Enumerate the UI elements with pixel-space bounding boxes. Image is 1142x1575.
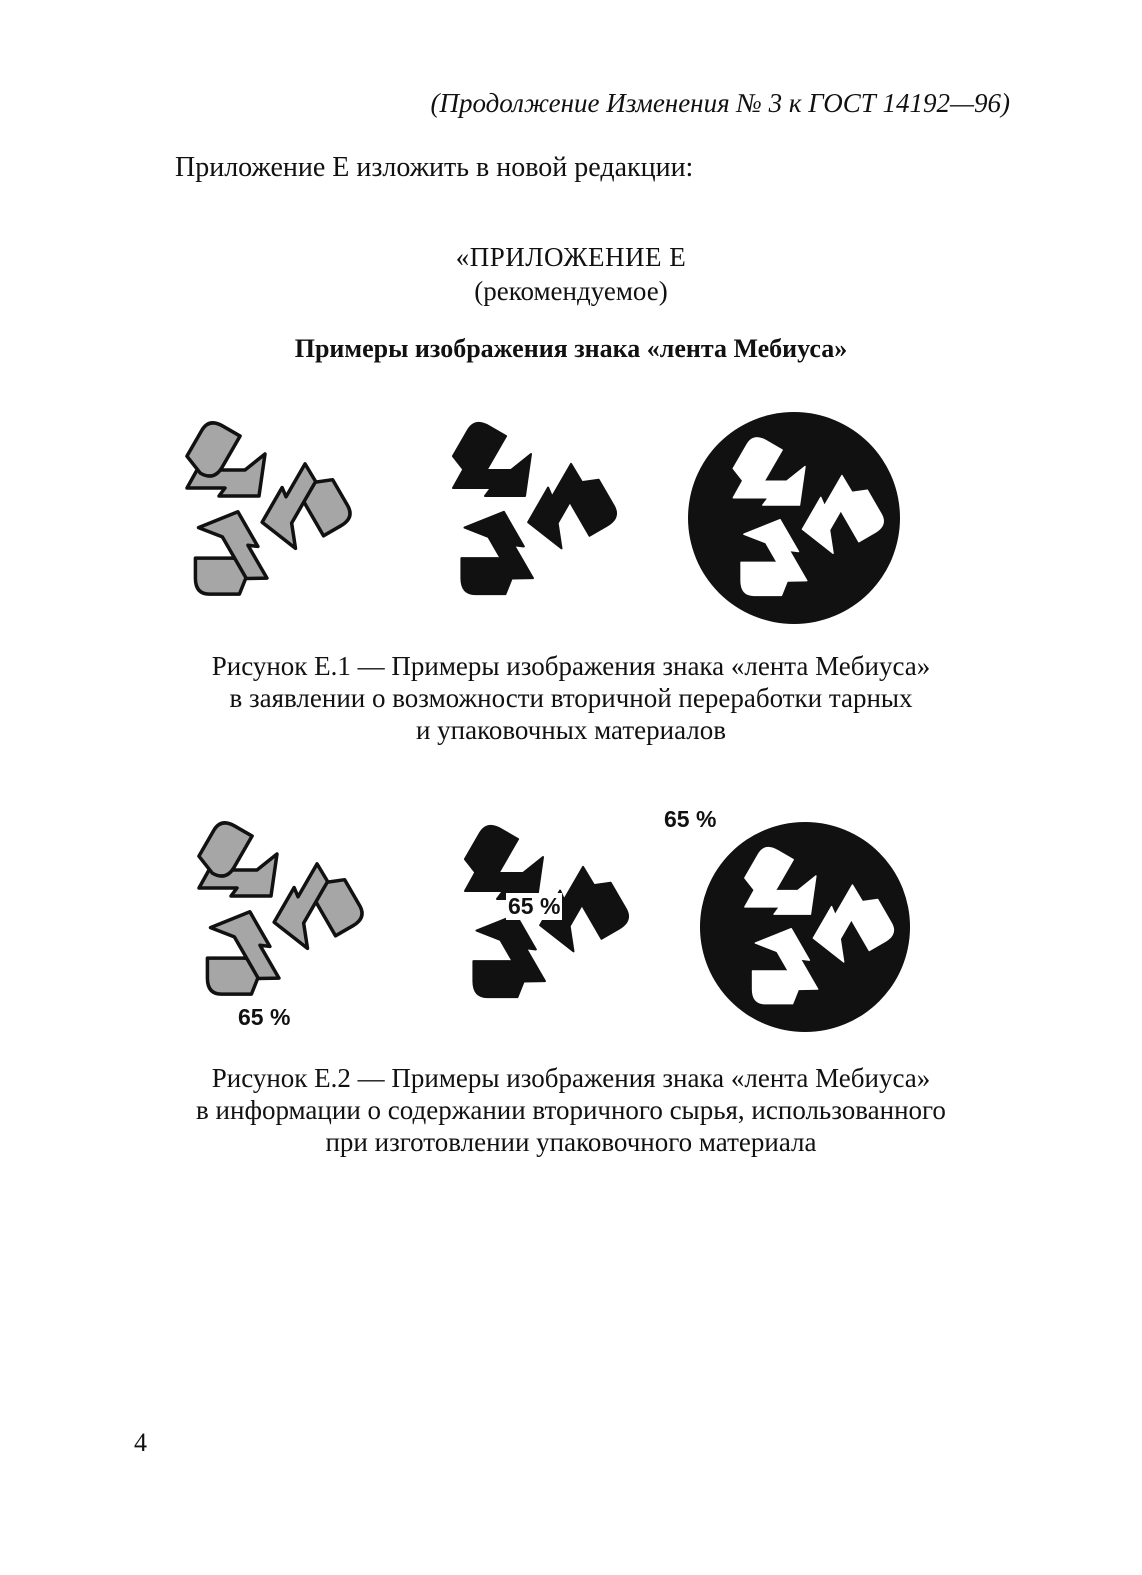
recycling-mobius-icon (170, 815, 360, 1005)
continuation-note: (Продолжение Изменения № 3 к ГОСТ 14192—96) (430, 88, 1010, 118)
appendix-subtitle: (рекомендуемое) (474, 276, 668, 306)
percent-label: 65 % (508, 893, 561, 919)
figure-2-caption (0, 1062, 1142, 1158)
percent-label: 65 % (664, 806, 717, 832)
section-title: Примеры изображения знака «лента Мебиуса» (294, 334, 848, 363)
caption-line: в заявлении о возможности вторичной переработки тарных (229, 683, 913, 713)
page-number: 4 (134, 1428, 147, 1457)
figure-1-caption (0, 650, 1142, 746)
caption-line: и упаковочных материалов (415, 715, 727, 745)
caption-line: Рисунок Е.2 — Примеры изображения знака «лента Мебиуса» (211, 1063, 931, 1093)
recycling-mobius-icon (158, 415, 348, 605)
percent-label: 65 % (238, 1004, 291, 1030)
appendix-title: «ПРИЛОЖЕНИЕ Е (455, 242, 687, 272)
caption-line: при изготовлении упаковочного материала (325, 1127, 817, 1157)
intro-text: Приложение Е изложить в новой редакции: (175, 152, 694, 183)
caption-line: в информации о содержании вторичного сырья, использованного (196, 1095, 946, 1125)
recycling-mobius-icon (698, 820, 912, 1034)
recycling-mobius-icon (424, 415, 614, 605)
caption-line: Рисунок Е.1 — Примеры изображения знака «лента Мебиуса» (211, 651, 931, 681)
recycling-mobius-icon (686, 410, 902, 626)
